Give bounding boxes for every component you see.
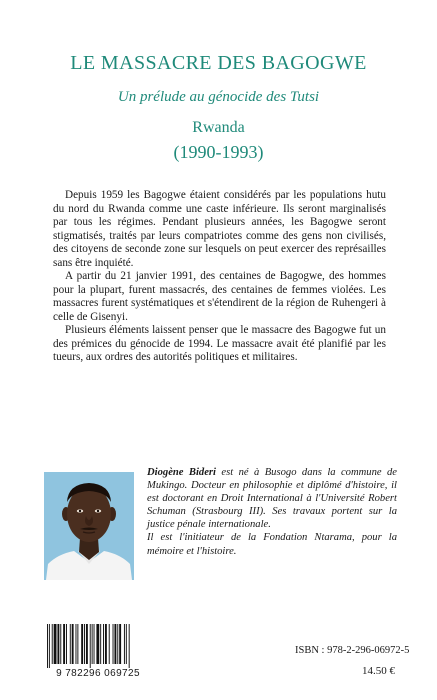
summary-paragraph: Plusieurs éléments laissent penser que le massacre des Bagogwe fut un des prémices du génocide de 1994. Le massacre avait été planifié par les tueurs, aux ordres des autorités politiques et militaires.: [53, 324, 386, 363]
barcode-bar: [60, 624, 61, 664]
barcode-digits: 9 782296 069725: [56, 668, 140, 679]
summary-text: [53, 189, 386, 365]
barcode-bar: [76, 624, 77, 664]
barcode-bar: [81, 624, 83, 664]
barcode: [45, 624, 157, 668]
barcode-bar: [117, 624, 118, 664]
author-bio: [147, 466, 397, 558]
summary-paragraph: Depuis 1959 les Bagogwe étaient considérés par les populations hutu du nord du Rwanda comme une caste inférieure. Ils seront marginalisés par tous les régimes. Pendant plusieurs années, les Bagogwe seront stigmatisés, traités par leurs compatriotes comme des gens non civilisés, des citoyens de seconde zone sur lesquels on peut exercer des représailles sans être inquiété.: [53, 189, 386, 269]
barcode-bar: [54, 624, 57, 664]
barcode-bar: [129, 624, 130, 668]
barcode-bar: [124, 624, 125, 664]
barcode-bar: [90, 624, 91, 668]
isbn: ISBN : 978-2-296-06972-5: [295, 645, 410, 656]
barcode-bar: [94, 624, 95, 664]
barcode-bar: [47, 624, 48, 668]
barcode-bar: [113, 624, 114, 664]
book-years: (1990-1993): [173, 142, 264, 162]
barcode-bar: [63, 624, 65, 664]
barcode-bar: [66, 624, 67, 664]
barcode-bar: [109, 624, 110, 664]
barcode-bar: [103, 624, 104, 664]
book-title: LE MASSACRE DES BAGOGWE: [70, 52, 367, 74]
author-name: Diogène Bideri: [147, 467, 216, 478]
barcode-bar: [105, 624, 107, 664]
barcode-bar: [72, 624, 74, 664]
summary-paragraph: A partir du 21 janvier 1991, des centaines de Bagogwe, des hommes pour la plupart, furent massacrés, des centaines de femmes violées. Les massacres furent systématiques et s'étendirent de la région de Ruhengeri à celle de Gisenyi.: [53, 270, 386, 323]
barcode-bar: [92, 624, 93, 664]
barcode-bar: [126, 624, 127, 664]
book-place: Rwanda: [192, 119, 245, 136]
barcode-bar: [70, 624, 71, 664]
barcode-bar: [52, 624, 53, 664]
price: 14.50 €: [362, 665, 395, 677]
barcode-bar: [86, 624, 88, 664]
barcode-bar: [57, 624, 59, 664]
barcode-bar: [84, 624, 85, 664]
author-bio-text: est né à Busogo dans la commune de Mukingo. Docteur en philosophie et diplômé d'histoire, il est doctorant en Droit International à l'Université Robert Schuman (Strasbourg III). Ses travaux portent sur la justice pénale internationale.: [147, 467, 397, 531]
barcode-bar: [100, 624, 101, 664]
barcode-bar: [114, 624, 116, 664]
book-subtitle: Un prélude au génocide des Tutsi: [117, 89, 320, 105]
barcode-bar: [49, 624, 50, 668]
author-bio-paragraph: Il est l'initiateur de la Fondation Ntarama, pour la mémoire et l'histoire.: [147, 532, 397, 557]
author-bio-paragraph: [147, 466, 397, 531]
barcode-bar: [119, 624, 121, 664]
barcode-bar: [77, 624, 78, 664]
barcode-bar: [96, 624, 99, 664]
author-photo: [44, 472, 134, 580]
